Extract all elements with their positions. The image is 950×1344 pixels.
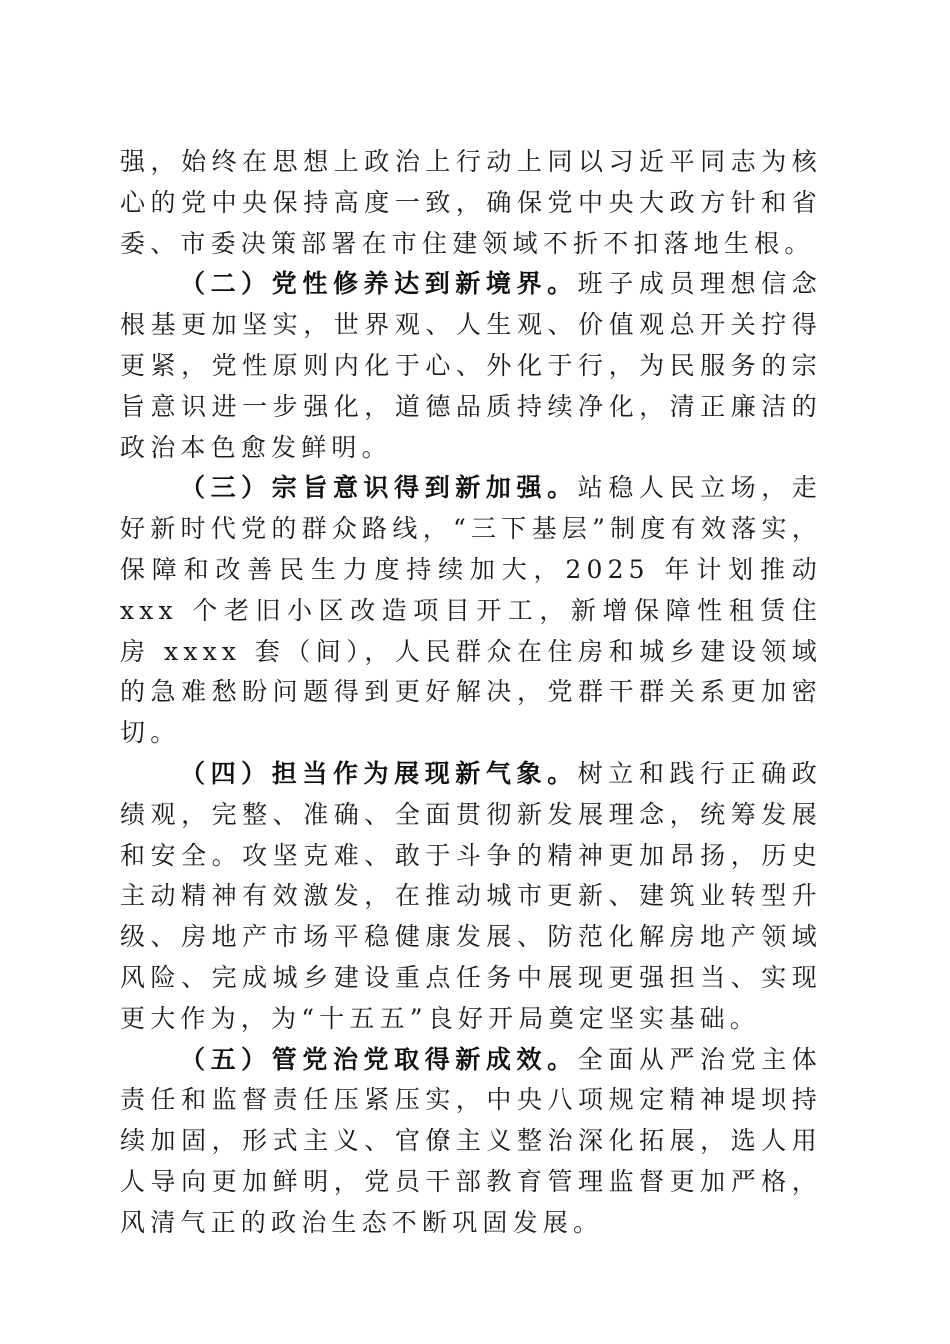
- paragraph-text: 班子成员理想信念根基更加坚实，世界观、人生观、价值观总开关拧得更紧，党性原则内化于心、外化于行，为民服务的宗旨意识进一步强化，道德品质持续净化，清正廉洁的政治本色愈发鲜明。: [120, 269, 822, 462]
- section-heading: （三）宗旨意识得到新加强。: [180, 473, 578, 503]
- paragraph-text: 强，始终在思想上政治上行动上同以习近平同志为核心的党中央保持高度一致，确保党中央大政方针和省委、市委决策部署在市住建领域不折不扣落地生根。: [120, 147, 822, 258]
- document-body: [120, 142, 822, 1244]
- paragraph-section-3: [120, 468, 822, 754]
- paragraph-text: 树立和践行正确政绩观，完整、准确、全面贯彻新发展理念，统筹发展和安全。攻坚克难、敢于斗争的精神更加昂扬，历史主动精神有效激发，在推动城市更新、建筑业转型升级、房地产市场平稳健康发展、防范化解房地产领域风险、完成城乡建设重点任务中展现更强担当、实现更大作为，为“十五五”良好开局奠定坚实基础。: [120, 758, 822, 1033]
- paragraph-section-5: [120, 1040, 822, 1244]
- paragraph-continuation: [120, 142, 822, 264]
- paragraph-text: 站稳人民立场，走好新时代党的群众路线，“三下基层”制度有效落实，保障和改善民生力度持续加大，2025 年计划推动 xxx 个老旧小区改造项目开工，新增保障性租赁住房 xxxx 套（间），人民群众在住房和城乡建设领域的急难愁盼问题得到更好解决，党群干群关系更加密切。: [120, 473, 822, 748]
- paragraph-section-2: [120, 264, 822, 468]
- section-heading: （五）管党治党取得新成效。: [180, 1044, 578, 1074]
- section-heading: （二）党性修养达到新境界。: [180, 269, 578, 299]
- section-heading: （四）担当作为展现新气象。: [180, 758, 578, 788]
- paragraph-section-4: [120, 754, 822, 1040]
- paragraph-text: 全面从严治党主体责任和监督责任压紧压实，中央八项规定精神堤坝持续加固，形式主义、官僚主义整治深化拓展，选人用人导向更加鲜明，党员干部教育管理监督更加严格，风清气正的政治生态不断巩固发展。: [120, 1044, 822, 1237]
